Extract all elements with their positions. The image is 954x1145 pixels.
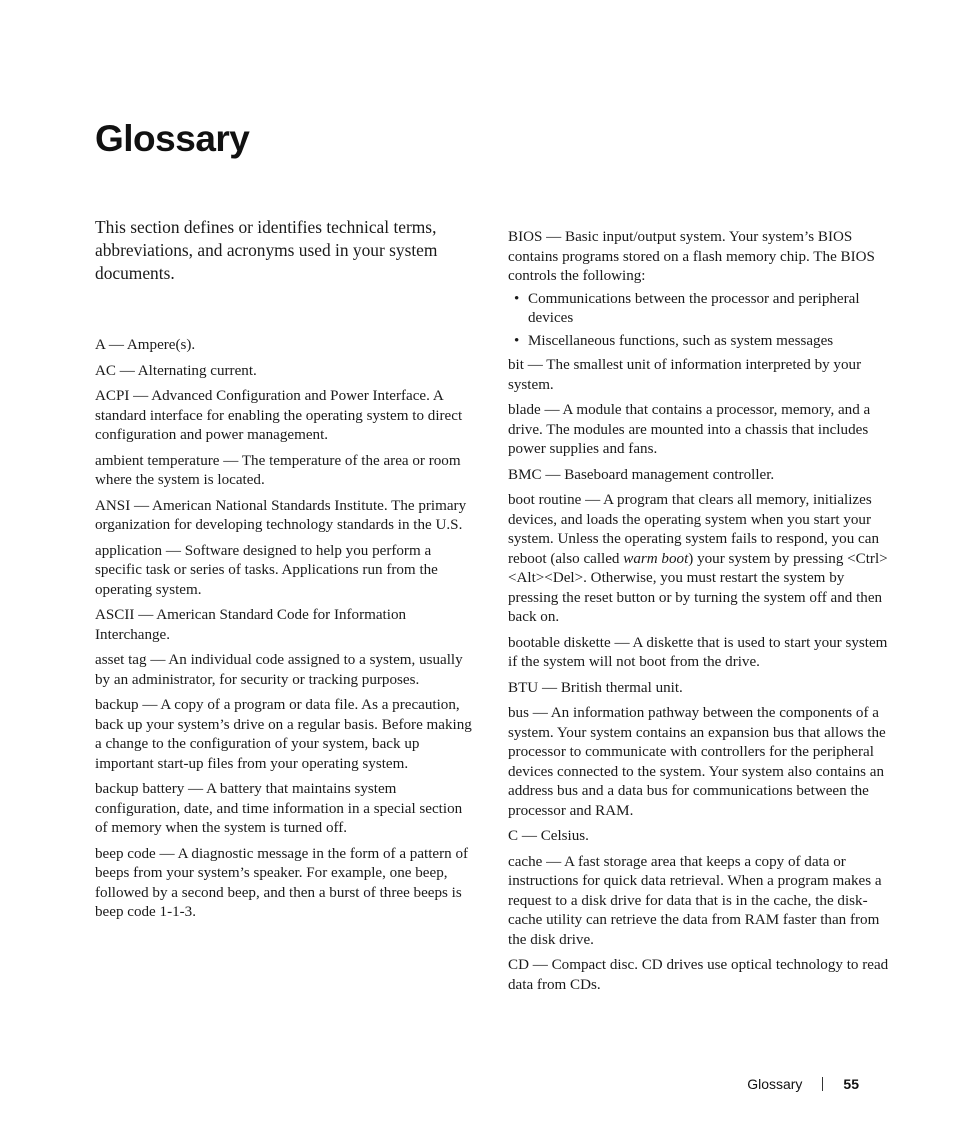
intro-paragraph: This section defines or identifies technical terms, abbreviations, and acronyms used in your system documents. bbox=[95, 217, 438, 283]
definition: — A fast storage area that keeps a copy of data or instructions for quick data retrieval. When a program makes a request to a disk drive for data that is in the cache, the disk-cache utility can retrieve the data from RAM faster than from the disk drive. bbox=[508, 853, 882, 948]
definition: — A module that contains a processor, memory, and a drive. The modules are mounted into a chassis that includes power supplies and fans. bbox=[508, 402, 871, 457]
glossary-entry-bios bbox=[508, 228, 892, 287]
definition: — Compact disc. CD drives use optical technology to read data from CDs. bbox=[508, 957, 889, 993]
definition: — American Standard Code for Information Interchange. bbox=[95, 607, 407, 643]
term: application bbox=[95, 542, 163, 559]
definition: — An information pathway between the components of a system. Your system contains an expansion bus that allows the processor to communicate with controllers for the peripheral devices connected to the system. Your system also contains an address bus and a data bus for communications between the processor and RAM. bbox=[508, 705, 886, 819]
page-number: 55 bbox=[843, 1076, 859, 1092]
definition: — A diskette that is used to start your system if the system will not boot from the drive. bbox=[508, 634, 888, 670]
glossary-entry-acpi bbox=[95, 387, 477, 446]
footer-separator bbox=[822, 1077, 823, 1091]
definition: — Basic input/output system. Your system’s BIOS contains programs stored on a flash memory chip. The BIOS controls the following: bbox=[508, 229, 875, 284]
list-item: • Miscellaneous functions, such as system messages bbox=[508, 332, 892, 352]
definition: — British thermal unit. bbox=[538, 679, 683, 696]
term: AC bbox=[95, 362, 116, 379]
definition: — Software designed to help you perform a specific task or series of tasks. Applications run from the operating system. bbox=[95, 542, 438, 598]
term: ambient temperature bbox=[95, 452, 220, 469]
term: bit bbox=[508, 357, 524, 373]
footer-section-name: Glossary bbox=[747, 1076, 803, 1092]
term: cache bbox=[508, 853, 543, 870]
definition: — A copy of a program or data file. As a precaution, back up your system’s drive on a regular basis. Before making a change to the configuration of your system, back up important start-up files from your operating system. bbox=[95, 697, 472, 772]
glossary-entry-application bbox=[95, 542, 477, 601]
definition: — Celsius. bbox=[518, 828, 589, 844]
term: backup bbox=[95, 697, 139, 713]
term: BMC bbox=[508, 466, 542, 483]
glossary-entry-cache bbox=[508, 853, 892, 951]
term: asset tag bbox=[95, 652, 147, 668]
term: CD bbox=[508, 957, 529, 973]
glossary-entry-backup bbox=[95, 696, 477, 774]
definition-emphasis: warm boot bbox=[623, 550, 689, 567]
glossary-entry-asset-tag bbox=[95, 651, 477, 690]
glossary-entry-bus bbox=[508, 704, 892, 821]
glossary-entry-ascii bbox=[95, 606, 477, 645]
glossary-entry-ac bbox=[95, 362, 477, 382]
glossary-entry-bmc bbox=[508, 466, 892, 486]
bios-bullet-list bbox=[508, 290, 892, 352]
definition: — A battery that maintains system configuration, date, and time information in a special section of memory when the system is turned off. bbox=[95, 781, 463, 836]
definition: — American National Standards Institute. The primary organization for developing technology standards in the U.S. bbox=[95, 497, 467, 533]
definition: — Baseboard management controller. bbox=[541, 466, 775, 483]
term: A bbox=[95, 337, 106, 353]
term: bus bbox=[508, 705, 529, 721]
definition: — A program that clears all memory, initializes devices, and loads the operating system when you start your system. Unless the operating system fails to respond, you can reboot (also called bbox=[508, 492, 879, 567]
definition: — Alternating current. bbox=[115, 362, 257, 379]
term: blade bbox=[508, 402, 541, 418]
glossary-entry-boot-routine bbox=[508, 491, 892, 628]
term: ACPI bbox=[95, 388, 130, 404]
term: boot routine bbox=[508, 492, 582, 508]
glossary-entry-a bbox=[95, 336, 477, 356]
glossary-entry-btu bbox=[508, 679, 892, 699]
glossary-entry-c bbox=[508, 827, 892, 847]
definition: — Ampere(s). bbox=[105, 337, 196, 353]
definition: — A diagnostic message in the form of a pattern of beeps from your system’s speaker. For example, one beep, followed by a second beep, and then a burst of three beeps is beep code 1-1-3. bbox=[95, 845, 469, 920]
glossary-entry-blade bbox=[508, 401, 892, 460]
term: beep code bbox=[95, 845, 156, 862]
glossary-entry-ambient-temperature bbox=[95, 452, 477, 491]
definition: — The smallest unit of information interpreted by your system. bbox=[508, 357, 862, 393]
glossary-entry-bit bbox=[508, 356, 892, 395]
term: ASCII bbox=[95, 607, 135, 623]
term: BIOS bbox=[508, 229, 543, 245]
glossary-entry-bootable-diskette bbox=[508, 634, 892, 673]
term: C bbox=[508, 828, 519, 844]
page-title: Glossary bbox=[95, 118, 250, 159]
definition: — The temperature of the area or room where the system is located. bbox=[95, 452, 461, 488]
term: backup battery bbox=[95, 781, 185, 797]
glossary-entry-cd bbox=[508, 956, 892, 995]
list-item: • Communications between the processor and peripheral devices bbox=[508, 290, 892, 329]
glossary-entry-ansi bbox=[95, 497, 477, 536]
definition: — Advanced Configuration and Power Interface. A standard interface for enabling the operating system to direct configuration and power management. bbox=[95, 388, 463, 443]
glossary-entry-beep-code bbox=[95, 845, 477, 923]
term: ANSI bbox=[95, 497, 131, 514]
definition: — An individual code assigned to a system, usually by an administrator, for security or tracking purposes. bbox=[95, 652, 463, 688]
glossary-entry-backup-battery bbox=[95, 780, 477, 839]
term: bootable diskette bbox=[508, 634, 611, 651]
right-column bbox=[508, 228, 892, 1001]
page-footer bbox=[747, 1076, 859, 1092]
definition: ) your system by pressing <Ctrl><Alt><Del>. Otherwise, you must restart the system by pressing the reset button or by turning the system off and then back on. bbox=[508, 550, 888, 625]
left-column bbox=[95, 336, 477, 929]
term: BTU bbox=[508, 679, 539, 696]
